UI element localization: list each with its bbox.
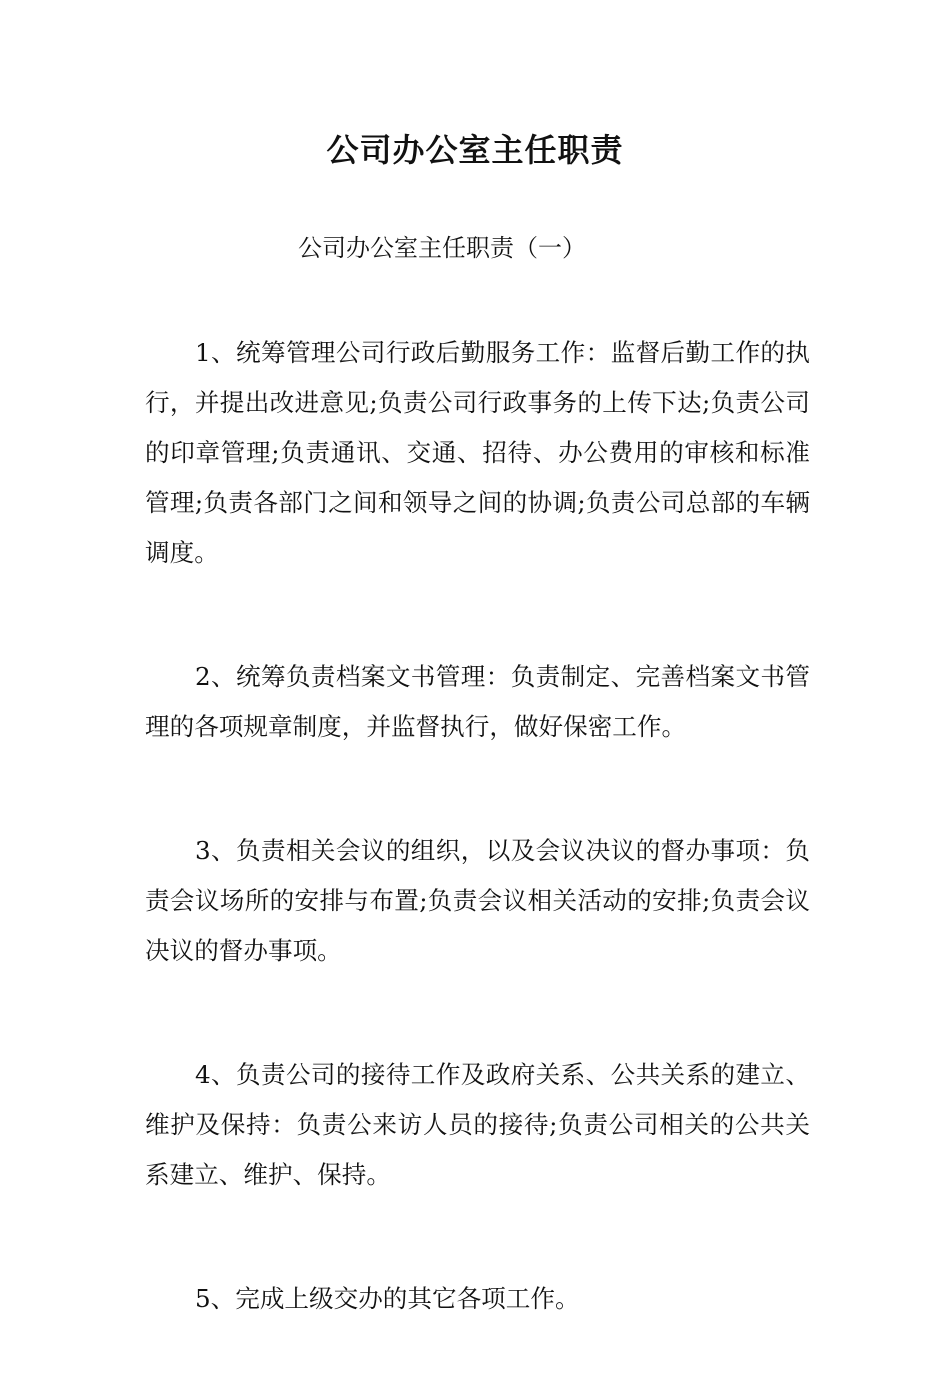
document-title: 公司办公室主任职责 [326,131,624,169]
paragraph-5: 5、完成上级交办的其它各项工作。 [195,1284,580,1313]
paragraph-1: 1、统筹管理公司行政后勤服务工作：监督后勤工作的执行，并提出改进意见;负责公司行政事务的上传下达;负责公司的印章管理;负责通讯、交通、招待、办公费用的审核和标准管理;负责各部门之间和领导之间的协调;负责公司总部的车辆调度。 [145,338,810,567]
section-heading: 公司办公室主任职责（一） [298,234,586,262]
paragraph-3: 3、负责相关会议的组织，以及会议决议的督办事项：负责会议场所的安排与布置;负责会议相关活动的安排;负责会议决议的督办事项。 [145,836,810,965]
document-body [145,328,810,1398]
paragraph-4: 4、负责公司的接待工作及政府关系、公共关系的建立、维护及保持：负责公来访人员的接待;负责公司相关的公共关系建立、维护、保持。 [145,1060,810,1189]
paragraph-2: 2、统筹负责档案文书管理：负责制定、完善档案文书管理的各项规章制度，并监督执行，做好保密工作。 [145,662,810,741]
